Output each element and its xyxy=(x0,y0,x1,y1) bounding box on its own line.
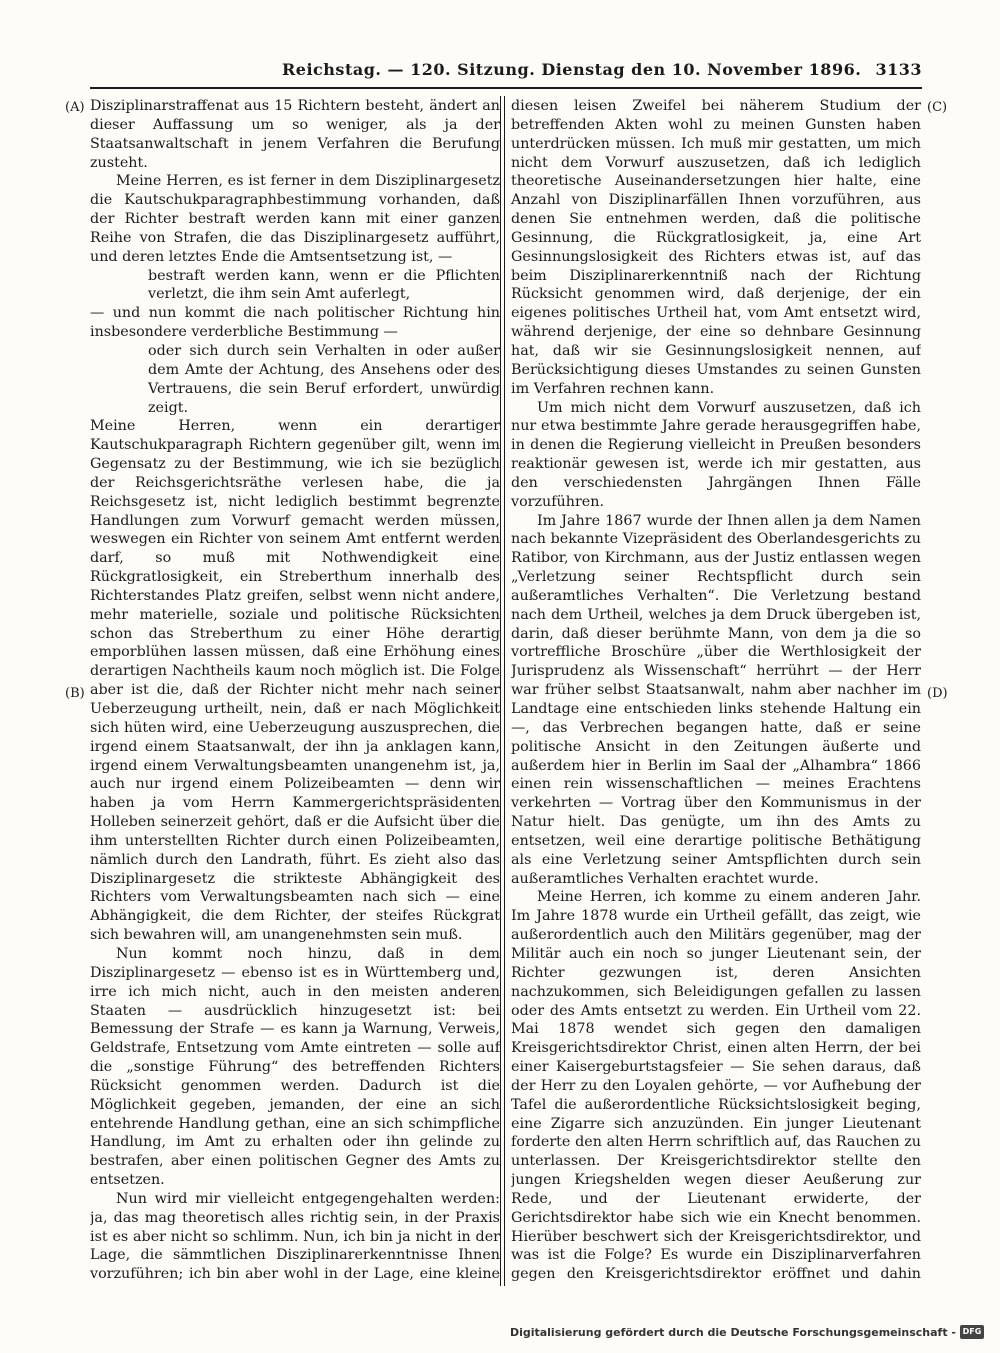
column-divider xyxy=(500,96,501,1286)
dfg-logo: DFG xyxy=(960,1325,984,1339)
page-header xyxy=(92,60,922,84)
margin-marker-d: (D) xyxy=(927,686,948,701)
header-title: Reichstag. — 120. Sitzung. Dienstag den 10. November 1896. xyxy=(282,60,862,79)
paragraph: Nun kommt noch hinzu, daß in dem Disziplinargesetz — ebenso ist es in Württemberg und, irre ich mich nicht, auch in den meisten anderen Staaten — ausdrücklich hinzugesetzt ist: bei Bemessung der Strafe — es kann ja Warnung, Verweis, Geldstrafe, Entsetzung vom Amte eintreten — solle auf die „sonstige Führung“ des betreffenden Richters Rücksicht genommen werden. Dadurch ist die Möglichkeit gegeben, jemanden, der eine an sich entehrende Handlung gethan, eine an sich schimpfliche Handlung, im Amt zu erhalten oder ihn gelinde zu bestrafen, aber einen politischen Gegner des Amts zu entsetzen. xyxy=(90,945,500,1189)
footer-text: Digitalisierung gefördert durch die Deutsche Forschungsgemeinschaft - xyxy=(509,1325,956,1339)
left-column xyxy=(90,97,500,1282)
margin-marker-c: (C) xyxy=(927,100,948,115)
paragraph: Um mich nicht dem Vorwurf auszusetzen, daß ich nur etwa bestimmte Jahre gerade herausgegriffen habe, in denen die Regierung vielleicht in Preußen besonders reaktionär gewesen ist, werde ich mir gestatten, aus den verschiedensten Jahrgängen Ihnen Fälle vorzuführen. xyxy=(511,399,921,510)
paragraph: Meine Herren, wenn ein derartiger Kautschukparagraph Richtern gegenüber gilt, wenn im Gegensatz zu der Bestimmung, wie ich sie bezüglich der Reichsgerichtsräthe verlesen habe, die ja Reichsgesetz ist, nicht lediglich bestimmt begrenzte Handlungen zum Vorwurf gemacht werden müssen, weswegen ein Richter von seinem Amt entfernt werden darf, so muß mit Nothwendigkeit eine Rückgratlosigkeit, ein Streberthum innerhalb des Richterstandes Platz greifen, selbst wenn nicht andere, mehr materielle, soziale und politische Rücksichten schon das Streberthum zu einer Höhe derartig emporblühen lassen müssen, daß eine Erhöhung eines derartigen Nachtheils kaum noch möglich ist. Die Folge aber ist die, daß der Richter nicht mehr nach seiner Ueberzeugung urtheilt, nein, daß er nach Möglichkeit sich hüten wird, eine Ueberzeugung auszusprechen, die irgend einem Staatsanwalt, der ihn ja anklagen kann, irgend einem Verwaltungsbeamten unangenehm ist, ja, auch nur irgend einem Polizeibeamten — denn wir haben ja vom Herrn Kammergerichtspräsidenten Holleben seinerzeit gehört, daß er die Aufsicht über die ihm unterstellten Richter durch einen Polizeibeamten, nämlich durch den Landrath, führt. Es zieht also das Disziplinargesetz die strikteste Abhängigkeit des Richters vom Verwaltungsbeamten nach sich — eine Abhängigkeit, die dem Richter, der steifes Rückgrat sich bewahren will, am unangenehmsten sein muß. xyxy=(90,418,500,944)
right-column xyxy=(511,97,921,1282)
paragraph: bestraft werden kann, wenn er die Pflichten verletzt, die ihm sein Amt auferlegt, xyxy=(148,267,500,303)
paragraph: diesen leisen Zweifel bei näherem Studium der betreffenden Akten wohl zu meinen Gunsten haben unterdrücken müssen. Ich muß mir gestatten, um mich nicht dem Vorwurf auszusetzen, daß ich lediglich theoretische Auseinandersetzungen hier halte, eine Anzahl von Disziplinarfällen Ihnen vorzuführen, aus denen Sie entnehmen werden, daß die politische Gesinnung, die Rückgratlosigkeit, ja, eine Art Gesinnungslosigkeit des Richters etwas ist, auf das beim Disziplinarerkenntniß nach der Richtung Rücksicht genommen wird, daß derjenige, der ein eigenes politisches Urtheil hat, vom Amt entsetzt wird, während derjenige, der eine so dehnbare Gesinnung hat, daß wir sie Gesinnungslosigkeit nennen, auf Berücksichtigung dieses Umstandes zu seinen Gunsten im Verfahren rechnen kann. xyxy=(511,98,921,397)
footer xyxy=(510,1325,984,1339)
paragraph: Disziplinarstraffenat aus 15 Richtern besteht, ändert an dieser Auffassung um so weniger, als ja der Staatsanwaltschaft in jenem Verfahren die Berufung zusteht. xyxy=(90,98,500,171)
margin-marker-b: (B) xyxy=(65,686,85,701)
page-number: 3133 xyxy=(875,60,922,79)
paragraph: Nun wird mir vielleicht entgegengehalten werden: ja, das mag theoretisch alles richtig sein, in der Praxis ist es aber nicht so schlimm. Nun, ich bin ja nicht in der Lage, die sämmtlichen Disziplinarerkenntnisse Ihnen vorzuführen; ich bin aber wohl in der Lage, eine kleine xyxy=(90,1190,500,1282)
paragraph: Meine Herren, es ist ferner in dem Disziplinargesetz die Kautschukparagraphbestimmung vorhanden, daß der Richter bestraft werden kann mit einer ganzen Reihe von Strafen, die das Disziplinargesetz aufführt, und deren letztes Ende die Amtsentsetzung ist, — xyxy=(90,173,500,265)
margin-marker-a: (A) xyxy=(65,100,85,115)
column-divider-inner xyxy=(504,96,505,1286)
paragraph: Im Jahre 1867 wurde der Ihnen allen ja dem Namen nach bekannte Vizepräsident des Oberlandesgerichts zu Ratibor, von Kirchmann, aus der Justiz entlassen wegen „Verletzung seiner Rechtspflicht durch sein außeramtliches Verhalten“. Die Verletzung bestand nach dem Urtheil, welches ja dem Druck übergeben ist, darin, daß dieser berühmte Mann, von dem ja die so vortreffliche Broschüre „über die Werthlosigkeit der Jurisprudenz als Wissenschaft“ herrührt — der Herr war früher selbst Staatsanwalt, nahm aber nachher im Landtage eine entschieden links stehende Haltung ein —, das Verbrechen begangen hatte, daß er seine politische Ansicht in den Zeitungen äußerte und außerdem hier in Berlin im Saal der „Alhambra“ 1866 einen rein wissenschaftlichen — meines Erachtens verkehrten — Vortrag über den Kommunismus in der Natur hielt. Das genügte, um ihn des Amts zu entsetzen, weil eine derartige politische Bethätigung als eine Verletzung seiner Amtspflichten durch sein außeramtliches Verhalten erachtet wurde. xyxy=(511,512,921,887)
header-rule xyxy=(90,87,922,89)
paragraph: — und nun kommt die nach politischer Richtung hin insbesondere verderbliche Bestimmung — xyxy=(90,305,500,341)
paragraph: oder sich durch sein Verhalten in oder außer dem Amte der Achtung, des Ansehens oder des Vertrauens, die sein Beruf erfordert, unwürdig zeigt. xyxy=(148,342,500,416)
paragraph: Meine Herren, ich komme zu einem anderen Jahr. Im Jahre 1878 wurde ein Urtheil gefällt, das zeigt, wie außerordentlich auch den Militärs gegenüber, mag der Militär auch ein noch so junger Lieutenant sein, der Richter gezwungen ist, deren Ansichten nachzukommen, sich Beleidigungen gefallen zu lassen oder des Amts entsetzt zu werden. Ein Urtheil vom 22. Mai 1878 wendet sich gegen den damaligen Kreisgerichtsdirektor Christ, einen alten Herrn, der bei einer Kaisergeburtstagsfeier — Sie sehen daraus, daß der Herr zu den Loyalen gehörte, — vor Aufhebung der Tafel die außerordentliche Rücksichtslosigkeit beging, eine Zigarre sich anzuzünden. Ein junger Lieutenant forderte den alten Herrn schriftlich auf, das Rauchen zu unterlassen. Der Kreisgerichtsdirektor stellte den jungen Kriegshelden wegen dieser Aeußerung zur Rede, und der Lieutenant erwiderte, der Gerichtsdirektor habe sich wie ein Knecht benommen. Hierüber beschwert sich der Kreisgerichtsdirektor, und was ist die Folge? Es wurde ein Disziplinarverfahren gegen den Kreisgerichtsdirektor eröffnet und dahin xyxy=(511,889,921,1282)
